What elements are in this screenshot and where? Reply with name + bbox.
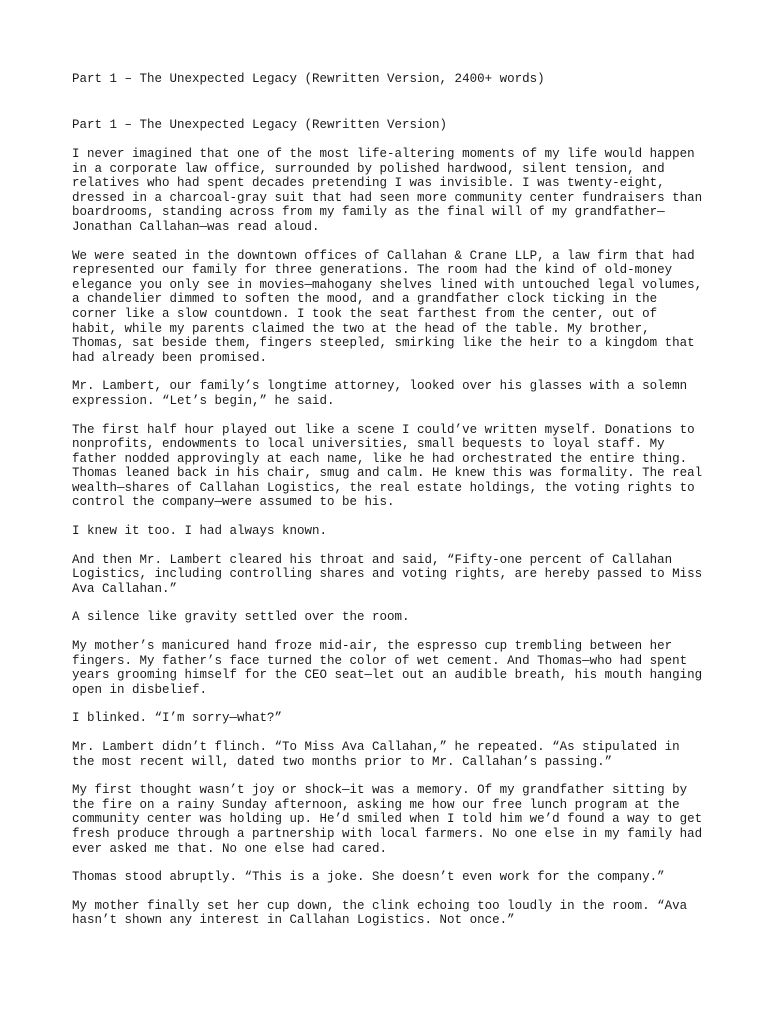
document-page bbox=[72, 71, 708, 942]
paragraph: My mother’s manicured hand froze mid-air, the espresso cup trembling between her fingers. My father’s face turned the color of wet cement. And Thomas—who had spent years grooming himself for the CEO seat—let out an audible breath, his mouth hanging open in disbelief. bbox=[72, 639, 703, 697]
document-title: Part 1 – The Unexpected Legacy (Rewritten Version, 2400+ words) bbox=[72, 72, 545, 86]
paragraph: And then Mr. Lambert cleared his throat and said, “Fifty-one percent of Callahan Logistics, including controlling shares and voting rights, are hereby passed to Miss Ava Callahan.” bbox=[72, 552, 703, 596]
paragraph: Mr. Lambert didn’t flinch. “To Miss Ava Callahan,” he repeated. “As stipulated in the most recent will, dated two months prior to Mr. Callahan’s passing.” bbox=[72, 740, 680, 769]
paragraph: My first thought wasn’t joy or shock—it was a memory. Of my grandfather sitting by the fire on a rainy Sunday afternoon, asking me how our free lunch program at the community center was holding up. He’d smiled when I told him we’d found a way to get fresh produce through a partnership with local farmers. No one else in my family had ever asked me that. No one else had cared. bbox=[72, 783, 703, 856]
section-heading: Part 1 – The Unexpected Legacy (Rewritten Version) bbox=[72, 118, 448, 132]
paragraph: I knew it too. I had always known. bbox=[72, 524, 328, 539]
paragraph: I blinked. “I’m sorry—what?” bbox=[72, 711, 283, 726]
paragraph: The first half hour played out like a scene I could’ve written myself. Donations to nonprofits, endowments to local universities, small bequests to loyal staff. My father nodded approvingly at each name, like he had orchestrated the entire thing. Thomas leaned back in his chair, smug and calm. He knew this was formality. The real wealth—shares of Callahan Logistics, the real estate holdings, the voting rights to control the company—were assumed to be his. bbox=[72, 422, 703, 510]
paragraph: I never imagined that one of the most life-altering moments of my life would happen in a corporate law office, surrounded by polished hardwood, silent tension, and relatives who had spent decades pretending I was invisible. I was twenty-eight, dressed in a charcoal-gray suit that had seen more community center fundraisers than boardrooms, standing across from my family as the final will of my grandfather—Jonathan Callahan—was read aloud. bbox=[72, 147, 703, 234]
paragraph: Mr. Lambert, our family’s longtime attorney, looked over his glasses with a solemn expression. “Let’s begin,” he said. bbox=[72, 379, 688, 408]
paragraph: Thomas stood abruptly. “This is a joke. She doesn’t even work for the company.” bbox=[72, 870, 665, 885]
paragraph: My mother finally set her cup down, the clink echoing too loudly in the room. “Ava hasn’t shown any interest in Callahan Logistics. Not once.” bbox=[72, 898, 688, 928]
paragraph: We were seated in the downtown offices of Callahan & Crane LLP, a law firm that had represented our family for three generations. The room had the kind of old-money elegance you only see in movies—mahogany shelves lined with untouched legal volumes, a chandelier dimmed to soften the mood, and a grandfather clock ticking in the corner like a slow countdown. I took the seat farthest from the center, out of habit, while my parents claimed the two at the head of the table. My brother, Thomas, sat beside them, fingers steepled, smirking like the heir to a kingdom that had already been promised. bbox=[72, 248, 703, 365]
paragraph: A silence like gravity settled over the room. bbox=[72, 610, 410, 625]
document-body bbox=[72, 147, 708, 928]
